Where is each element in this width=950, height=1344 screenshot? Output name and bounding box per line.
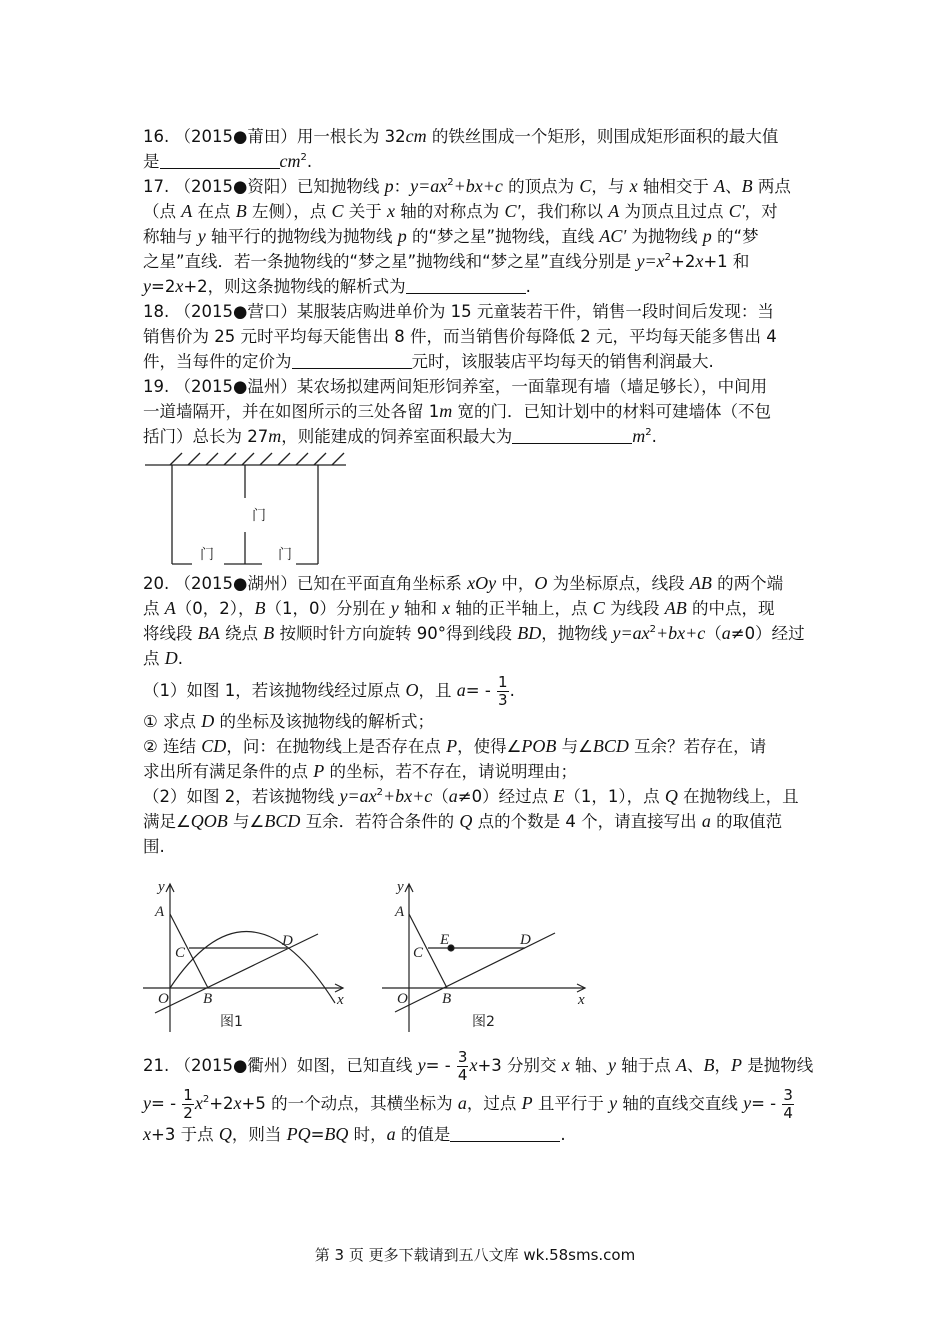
superscript: 2 xyxy=(645,427,652,438)
numerator: 1 xyxy=(183,1086,193,1104)
text-run: 的铁丝围成一个矩形，则围成矩形面积的最大值 xyxy=(426,127,779,146)
door-label: 门 xyxy=(252,508,266,524)
denominator: 4 xyxy=(457,1066,468,1084)
math-variable: BCD xyxy=(592,736,629,756)
math-variable: E xyxy=(553,786,565,806)
text-run: （1，0）分别在 xyxy=(265,599,391,618)
text-run: 称轴与 xyxy=(143,227,198,246)
text-run: 18. （2015●营口）某服装店购进单价为 15 元童装若干件，销售一段时间后发现：当 xyxy=(143,302,774,321)
text-run: 将线段 xyxy=(143,624,198,643)
text-run: 的顶点为 xyxy=(502,177,580,196)
text-run: 满足∠ xyxy=(143,812,191,831)
label-y: y xyxy=(397,879,404,895)
math-variable: A xyxy=(164,598,176,618)
superscript: 2 xyxy=(649,624,656,635)
text-run: ≠0）经过点 xyxy=(457,787,554,806)
math-variable: x xyxy=(442,598,451,618)
text-run: ，我们称以 xyxy=(520,202,609,221)
text-run: = - xyxy=(151,1094,182,1113)
text-run: . xyxy=(651,427,657,446)
text-run: 点的个数是 4 个，请直接写出 xyxy=(472,812,702,831)
label-D: D xyxy=(520,932,531,948)
text-run: 轴的直线交直线 xyxy=(617,1094,744,1113)
numerator: 3 xyxy=(457,1048,468,1066)
text-run: +2 xyxy=(671,252,696,271)
text-run: 的中点，现 xyxy=(686,599,775,618)
math-variable: P xyxy=(521,1093,533,1113)
text-run: 左侧），点 xyxy=(246,202,332,221)
text-run: 时， xyxy=(348,1125,387,1144)
text-run: ≠0）经过 xyxy=(730,624,805,643)
text-run: ， xyxy=(714,1056,732,1075)
text-run: ，问：在抛物线上是否存在点 xyxy=(226,737,447,756)
text-run: （点 xyxy=(143,202,182,221)
label-O: O xyxy=(158,991,169,1007)
math-variable: a xyxy=(456,680,466,700)
text-run: 的取值范 xyxy=(710,812,783,831)
math-variable: BCD xyxy=(264,811,301,831)
math-variable: y xyxy=(143,276,151,296)
denominator: 4 xyxy=(783,1104,793,1122)
math-variable: p xyxy=(397,226,407,246)
text-run: 16. （2015●莆田）用一根长为 32 xyxy=(143,127,406,146)
text-run: 在点 xyxy=(192,202,236,221)
text-run: +2 xyxy=(209,1094,234,1113)
wall-hatching xyxy=(170,453,344,465)
math-variable: x xyxy=(143,1124,151,1144)
text-run: 宽的门．已知计划中的材料可建墙体（不包 xyxy=(452,402,771,421)
text-run: 的“梦 xyxy=(711,227,759,246)
text-run: 的坐标，若不存在，请说明理由； xyxy=(324,762,577,781)
text-run: 17. （2015●资阳）已知抛物线 xyxy=(143,177,385,196)
math-variable: y=ax xyxy=(339,786,377,806)
text-run: （1）如图 1，若该抛物线经过原点 xyxy=(143,681,406,700)
text-run: 按顺时针方向旋转 90°得到线段 xyxy=(274,624,518,643)
label-A: A xyxy=(155,904,165,920)
text-run: ，对 xyxy=(744,202,778,221)
denominator: 3 xyxy=(498,691,508,709)
text-run: 的“梦之星”抛物线，直线 xyxy=(406,227,600,246)
math-variable: P xyxy=(446,736,458,756)
label-B: B xyxy=(203,991,213,1007)
text-run: 是 xyxy=(143,152,160,171)
math-variable: a xyxy=(448,786,458,806)
text-run: 一道墙隔开，并在如图所示的三处各留 1 xyxy=(143,402,440,421)
math-variable: BQ xyxy=(324,1124,349,1144)
math-variable: D xyxy=(164,648,178,668)
text-run: = - xyxy=(751,1094,782,1113)
text-run: 轴相交于 xyxy=(637,177,715,196)
text-run: 互余．若符合条件的 xyxy=(300,812,460,831)
math-variable: +bx+c xyxy=(453,176,503,196)
text-run: 轴于点 xyxy=(616,1056,677,1075)
text-run: = - xyxy=(465,681,497,700)
math-variable: y xyxy=(197,226,206,246)
text-run: 的值是 xyxy=(395,1125,451,1144)
denominator: 2 xyxy=(183,1104,193,1122)
math-variable: AC′ xyxy=(599,226,627,246)
door-label: 门 xyxy=(200,547,214,563)
superscript: 2 xyxy=(664,252,671,263)
math-variable: B xyxy=(263,623,275,643)
math-variable: y=ax xyxy=(612,623,650,643)
math-variable: x xyxy=(561,1055,570,1075)
text-run: 之星”直线．若一条抛物线的“梦之星”抛物线和“梦之星”直线分别是 xyxy=(143,252,637,271)
text-run: = - xyxy=(425,1056,456,1075)
math-variable: Q xyxy=(218,1124,232,1144)
text-run: ，则当 xyxy=(231,1125,287,1144)
text-run: ，且 xyxy=(418,681,457,700)
math-variable: C xyxy=(592,598,605,618)
math-variable: cm xyxy=(279,151,301,171)
text-run: = xyxy=(310,1125,325,1144)
text-run: （1，1），点 xyxy=(564,787,665,806)
math-variable: O xyxy=(405,680,419,700)
text-run: =2 xyxy=(151,277,176,296)
math-variable: cm xyxy=(405,126,427,146)
math-variable: BA xyxy=(197,623,220,643)
text-run: ，使得∠ xyxy=(457,737,522,756)
text-run: 点 xyxy=(143,599,165,618)
math-variable: x xyxy=(469,1055,478,1075)
math-variable: P xyxy=(731,1055,743,1075)
text-run: +1 和 xyxy=(703,252,750,271)
math-variable: AB xyxy=(664,598,687,618)
text-run: 为线段 xyxy=(604,599,665,618)
text-run: 求出所有满足条件的点 xyxy=(143,762,314,781)
text-run: +3 分别交 xyxy=(477,1056,562,1075)
text-run: 为顶点且过点 xyxy=(619,202,729,221)
math-variable: A xyxy=(714,176,726,196)
text-run: ： xyxy=(393,177,411,196)
math-variable: a xyxy=(457,1093,467,1113)
math-variable: P xyxy=(313,761,325,781)
text-run: 点 xyxy=(143,649,165,668)
text-run: . xyxy=(306,152,313,171)
label-B: B xyxy=(442,991,452,1007)
math-variable: +bx+c xyxy=(383,786,433,806)
text-run: 中， xyxy=(496,574,535,593)
math-variable: x xyxy=(387,201,396,221)
text-run: （ xyxy=(432,787,449,806)
math-variable: A xyxy=(608,201,620,221)
text-run: 是抛物线 xyxy=(742,1056,814,1075)
math-variable: y xyxy=(608,1055,617,1075)
math-variable: Q xyxy=(459,811,473,831)
text-run: 、 xyxy=(725,177,742,196)
text-run: . xyxy=(525,277,531,296)
text-run: 21. （2015●衢州）如图，已知直线 xyxy=(143,1056,418,1075)
math-variable: B xyxy=(741,176,753,196)
math-variable: y xyxy=(609,1093,618,1113)
math-variable: B xyxy=(254,598,266,618)
label-C: C xyxy=(413,945,424,961)
math-variable: A xyxy=(181,201,193,221)
math-variable: p xyxy=(384,176,394,196)
math-variable: C′ xyxy=(504,201,521,221)
text-run: 轴的对称点为 xyxy=(395,202,505,221)
text-run: ，与 xyxy=(591,177,630,196)
math-variable: m xyxy=(632,426,646,446)
superscript: 2 xyxy=(376,787,383,798)
figure-q19-enclosure xyxy=(145,453,346,564)
math-variable: a xyxy=(386,1124,396,1144)
text-run: （2）如图 2，若该抛物线 xyxy=(143,787,340,806)
door-label: 门 xyxy=(278,547,292,563)
text-run: ，抛物线 xyxy=(541,624,613,643)
text-run: 元时，该服装店平均每天的销售利润最大. xyxy=(411,352,714,371)
math-variable: C′ xyxy=(728,201,745,221)
numerator: 3 xyxy=(783,1086,793,1104)
math-variable: D xyxy=(201,711,215,731)
text-run: ，则能建成的饲养室面积最大为 xyxy=(281,427,513,446)
math-variable: Q xyxy=(664,786,678,806)
math-variable: y=x xyxy=(636,251,665,271)
text-run: 轴、 xyxy=(569,1056,609,1075)
math-variable: y xyxy=(143,1093,151,1113)
text-run: . xyxy=(509,681,515,700)
math-variable: y xyxy=(417,1055,426,1075)
math-variable: a xyxy=(701,811,711,831)
math-variable: O xyxy=(534,573,548,593)
text-run: 为坐标原点，线段 xyxy=(547,574,690,593)
math-variable: m xyxy=(439,401,453,421)
math-variable: y xyxy=(743,1093,752,1113)
math-variable: C xyxy=(331,201,344,221)
text-run: 件，当每件的定价为 xyxy=(143,352,292,371)
text-run: . xyxy=(560,1125,566,1144)
text-run: 的两个端 xyxy=(711,574,784,593)
text-run: ② 连结 xyxy=(143,737,202,756)
text-run: +3 于点 xyxy=(151,1125,219,1144)
label-x: x xyxy=(578,992,585,1008)
text-run: 销售价为 25 元时平均每天能售出 8 件，而当销售价每降低 2 元，平均每天能多售出 4 xyxy=(143,327,777,346)
text-run: （ xyxy=(705,624,722,643)
text-run: 括门）总长为 27 xyxy=(143,427,269,446)
text-run: ① 求点 xyxy=(143,712,202,731)
text-run: ，过点 xyxy=(466,1094,522,1113)
math-variable: y=ax xyxy=(410,176,448,196)
figure-1-caption: 图1 xyxy=(220,1014,243,1030)
text-run: （0，2）， xyxy=(175,599,255,618)
math-variable: x xyxy=(175,276,184,296)
label-C: C xyxy=(175,945,186,961)
text-run: 轴的正半轴上，点 xyxy=(450,599,593,618)
math-variable: m xyxy=(268,426,282,446)
superscript: 2 xyxy=(447,177,454,188)
math-variable: y xyxy=(390,598,399,618)
page-footer: 第 3 页 更多下载请到五八文库 wk.58sms.com xyxy=(314,1246,636,1264)
text-run: 19. （2015●温州）某农场拟建两间矩形饲养室，一面靠现有墙（墙足够长），中间用 xyxy=(143,377,768,396)
text-run: 关于 xyxy=(343,202,388,221)
math-variable: POB xyxy=(521,736,557,756)
math-variable: C xyxy=(579,176,592,196)
superscript: 2 xyxy=(300,152,307,163)
label-E: E xyxy=(440,932,450,948)
text-run: 互余？若存在，请 xyxy=(628,737,767,756)
math-variable: QOB xyxy=(190,811,228,831)
superscript: 2 xyxy=(202,1094,210,1105)
math-variable: x xyxy=(194,1093,203,1113)
math-variable: p xyxy=(702,226,712,246)
figure-2-caption: 图2 xyxy=(472,1014,495,1030)
text-run: 为抛物线 xyxy=(626,227,703,246)
math-variable: PQ xyxy=(286,1124,311,1144)
text-run: 且平行于 xyxy=(532,1094,610,1113)
label-x: x xyxy=(337,992,344,1008)
text-run: 20. （2015●湖州）已知在平面直角坐标系 xyxy=(143,574,468,593)
math-variable: x xyxy=(233,1093,242,1113)
text-run: 的坐标及该抛物线的解析式； xyxy=(214,712,435,731)
math-variable: xOy xyxy=(467,573,497,593)
math-variable: +bx+c xyxy=(655,623,706,643)
label-O: O xyxy=(397,991,408,1007)
figure-1 xyxy=(143,884,343,1032)
text-run: +2，则这条抛物线的解析式为 xyxy=(183,277,406,296)
text-run: 在抛物线上，且 xyxy=(677,787,799,806)
label-A: A xyxy=(395,904,405,920)
math-variable: x xyxy=(695,251,704,271)
math-variable: AB xyxy=(689,573,712,593)
math-variable: a xyxy=(721,623,731,643)
text-run: 轴和 xyxy=(398,599,443,618)
math-variable: B xyxy=(703,1055,715,1075)
text-run: 与∠ xyxy=(556,737,593,756)
label-y: y xyxy=(158,879,165,895)
text-run: 绕点 xyxy=(219,624,264,643)
math-variable: BD xyxy=(517,623,542,643)
numerator: 1 xyxy=(498,673,508,691)
math-variable: x xyxy=(629,176,638,196)
text-run: 轴平行的抛物线为抛物线 xyxy=(205,227,398,246)
text-run: +5 的一个动点，其横坐标为 xyxy=(241,1094,458,1113)
math-variable: B xyxy=(235,201,247,221)
text-run: 围. xyxy=(143,837,165,856)
text-run: . xyxy=(177,649,183,668)
text-run: 两点 xyxy=(752,177,791,196)
text-run: 、 xyxy=(687,1056,704,1075)
math-variable: CD xyxy=(201,736,227,756)
label-D: D xyxy=(282,933,293,949)
text-run: 与∠ xyxy=(227,812,265,831)
math-variable: A xyxy=(676,1055,688,1075)
